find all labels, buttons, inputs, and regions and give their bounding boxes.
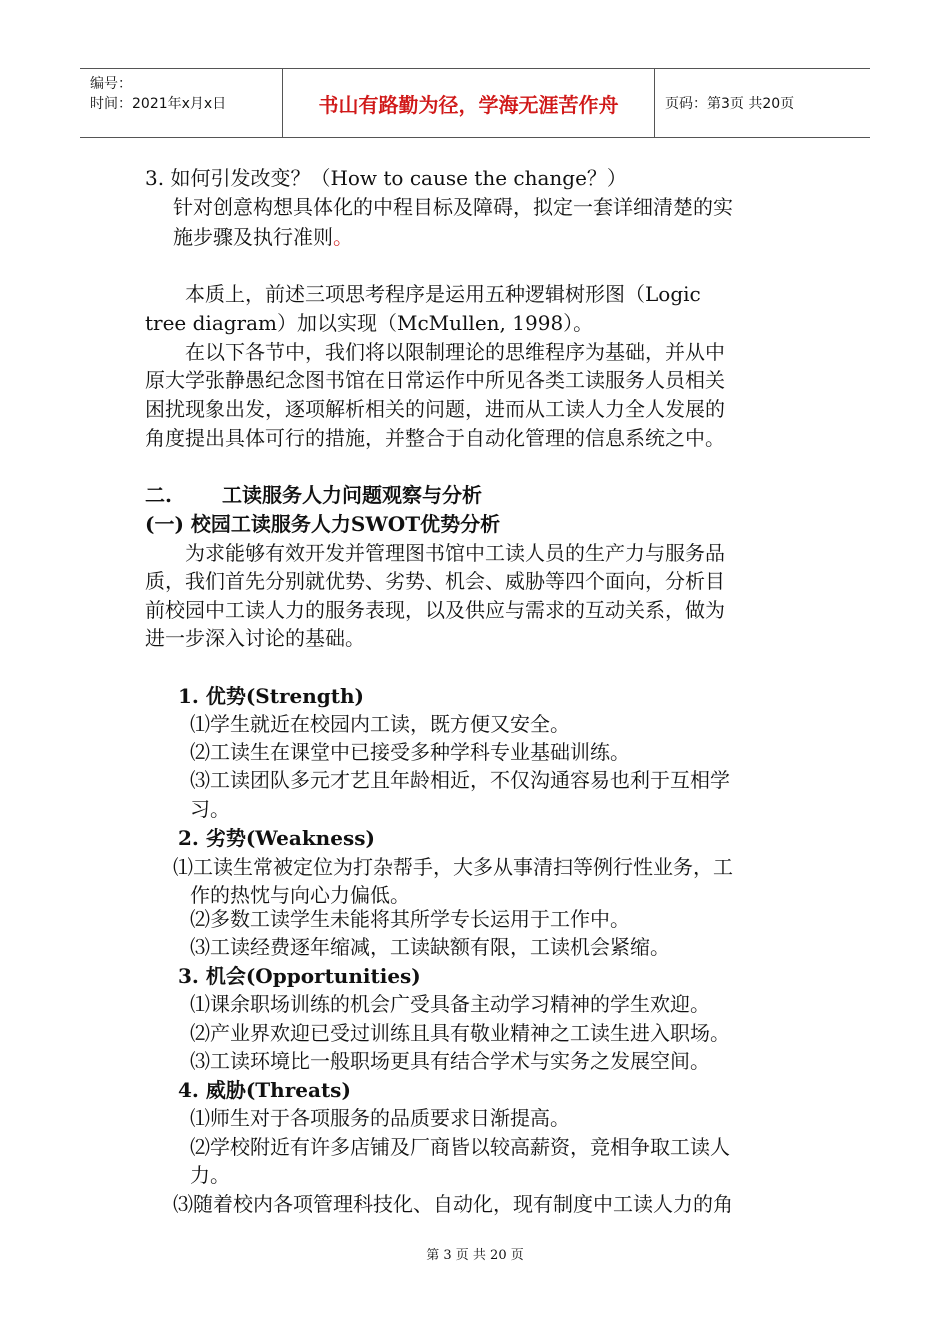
date-label: 时间：2021年x月x日 bbox=[90, 96, 227, 112]
header-page-info-cell bbox=[655, 69, 870, 137]
paragraph-line: 本质上，前述三项思考程序是运用五种逻辑树形图（Logic bbox=[185, 282, 701, 306]
list-item: ⑵多数工读学生未能将其所学专长运用于工作中。 bbox=[190, 907, 630, 931]
paragraph-line: 进一步深入讨论的基础。 bbox=[145, 626, 365, 650]
list-item: ⑶工读环境比一般职场更具有结合学术与实务之发展空间。 bbox=[190, 1049, 710, 1073]
paragraph-line: 前校园中工读人力的服务表现，以及供应与需求的互动关系，做为 bbox=[145, 598, 725, 622]
list-item: 习。 bbox=[190, 797, 230, 821]
paragraph-line: tree diagram）加以实现（McMullen, 1998）。 bbox=[145, 311, 594, 335]
q3-line bbox=[173, 223, 353, 251]
q3-line-end: 。 bbox=[333, 225, 353, 249]
paragraph-line: 为求能够有效开发并管理图书馆中工读人员的生产力与服务品 bbox=[185, 541, 725, 565]
q3-line-text: 施步骤及执行准则 bbox=[173, 225, 333, 249]
page-info: 页码：第3页 共20页 bbox=[665, 96, 795, 112]
number-label: 编号： bbox=[90, 76, 132, 92]
paragraph-line: 原大学张静愚纪念图书馆在日常运作中所见各类工读服务人员相关 bbox=[145, 368, 725, 392]
paragraph-line: 质，我们首先分别就优势、劣势、机会、威胁等四个面向，分析目 bbox=[145, 569, 725, 593]
paragraph-line: 角度提出具体可行的措施，并整合于自动化管理的信息系统之中。 bbox=[145, 426, 725, 450]
list-item: ⑵产业界欢迎已受过训练且具有敬业精神之工读生进入职场。 bbox=[190, 1021, 730, 1045]
strength-title: 1. 优势(Strength) bbox=[178, 684, 365, 708]
list-item: ⑴师生对于各项服务的品质要求日渐提高。 bbox=[190, 1106, 570, 1130]
list-item: ⑴学生就近在校园内工读，既方便又安全。 bbox=[190, 712, 570, 736]
list-item: 作的热忱与向心力偏低。 bbox=[190, 883, 410, 907]
list-item: 力。 bbox=[190, 1163, 230, 1187]
list-item: ⑵学校附近有许多店铺及厂商皆以较高薪资，竞相争取工读人 bbox=[190, 1135, 730, 1159]
page-footer: 第 3 页 共 20 页 bbox=[426, 1248, 524, 1263]
paragraph-line: 困扰现象出发，逐项解析相关的问题，进而从工读人力全人发展的 bbox=[145, 397, 725, 421]
section-title: 工读服务人力问题观察与分析 bbox=[222, 483, 482, 507]
weakness-title: 2. 劣势(Weakness) bbox=[178, 826, 375, 850]
page-header bbox=[80, 68, 870, 138]
threats-title: 4. 威胁(Threats) bbox=[178, 1078, 351, 1102]
list-item: ⑴课余职场训练的机会广受具备主动学习精神的学生欢迎。 bbox=[190, 992, 710, 1016]
list-item: ⑵工读生在课堂中已接受多种学科专业基础训练。 bbox=[190, 740, 630, 764]
list-item: ⑴工读生常被定位为打杂帮手，大多从事清扫等例行性业务，工 bbox=[173, 855, 733, 879]
list-item: ⑶工读经费逐年缩减，工读缺额有限，工读机会紧缩。 bbox=[190, 935, 670, 959]
section-number: 二. bbox=[145, 483, 172, 507]
q3-line: 针对创意构想具体化的中程目标及障碍，拟定一套详细清楚的实 bbox=[173, 195, 733, 219]
paragraph-line: 在以下各节中，我们将以限制理论的思维程序为基础，并从中 bbox=[185, 340, 725, 364]
list-item: ⑶随着校内各项管理科技化、自动化，现有制度中工读人力的角 bbox=[173, 1192, 733, 1216]
list-item: ⑶工读团队多元才艺且年龄相近，不仅沟通容易也利于互相学 bbox=[190, 768, 730, 792]
subsection-title: (一) 校园工读服务人力SWOT优势分析 bbox=[145, 512, 501, 536]
q3-title: 3. 如何引发改变？（How to cause the change？） bbox=[145, 166, 627, 190]
header-meta-cell bbox=[80, 69, 283, 137]
opportunities-title: 3. 机会(Opportunities) bbox=[178, 964, 421, 988]
header-motto: 书山有路勤为径，学海无涯苦作舟 bbox=[283, 69, 655, 137]
